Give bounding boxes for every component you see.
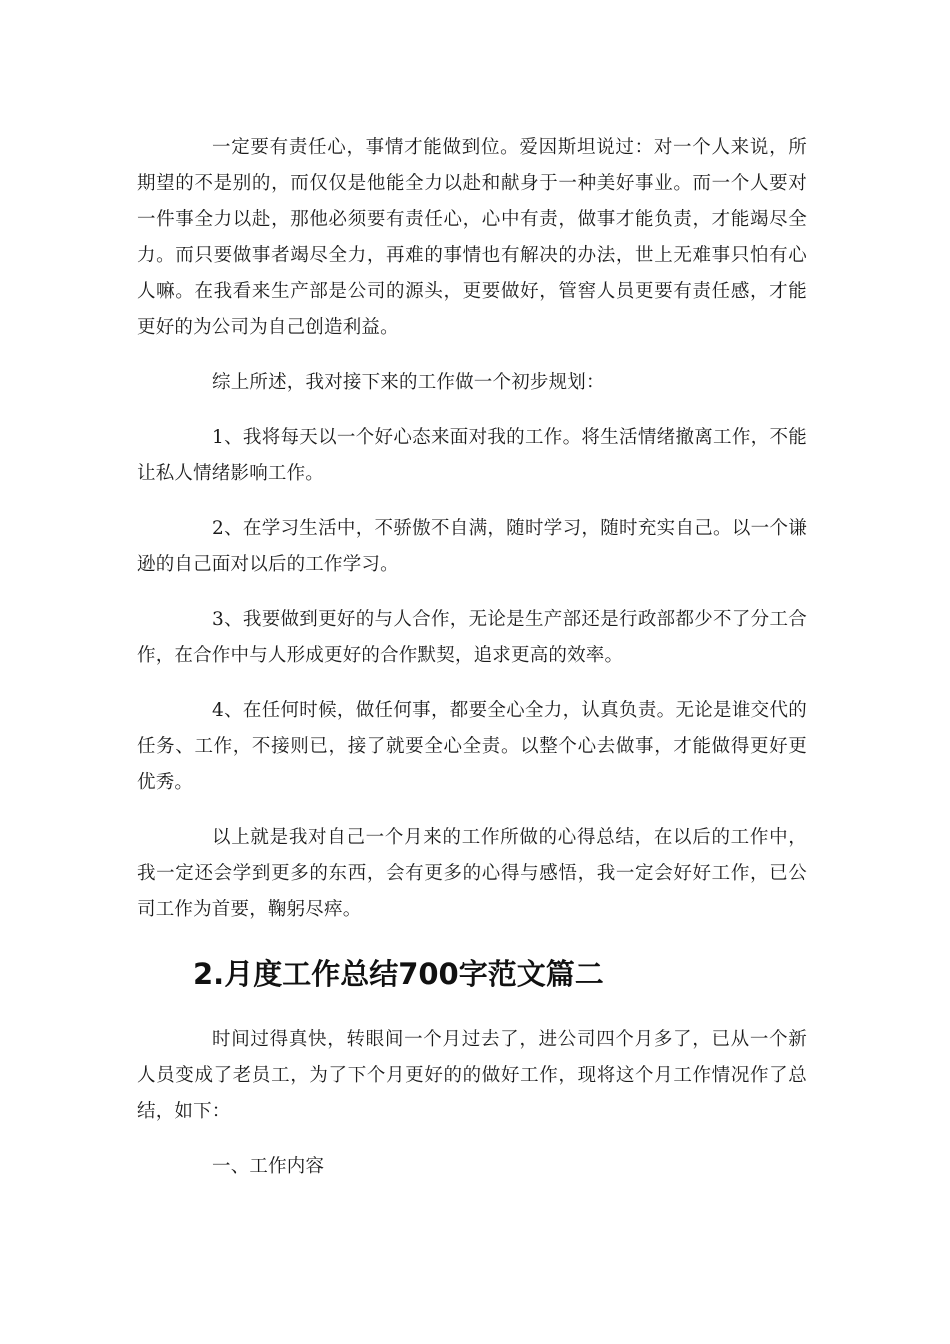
paragraph-plan-item-2: 2、在学习生活中，不骄傲不自满，随时学习，随时充实自己。以一个谦逊的自己面对以后的工作学习。 [137, 518, 807, 575]
paragraph-plan-item-4: 4、在任何时候，做任何事，都要全心全力，认真负责。无论是谁交代的任务、工作，不接则已，接了就要全心全责。以整个心去做事，才能做得更好更优秀。 [137, 700, 807, 793]
paragraph-responsibility: 一定要有责任心，事情才能做到位。爱因斯坦说过：对一个人来说，所期望的不是别的，而仅仅是他能全力以赴和献身于一种美好事业。而一个人要对一件事全力以赴，那他必须要有责任心，心中有责，做事才能负责，才能竭尽全力。而只要做事者竭尽全力，再难的事情也有解决的办法，世上无难事只怕有心人嘛。在我看来生产部是公司的源头，更要做好，管窖人员更要有责任感，才能更好的为公司为自己创造利益。 [137, 137, 807, 338]
paragraph-work-content-title: 一、工作内容 [212, 1156, 325, 1177]
paragraph-plan-intro: 综上所述，我对接下来的工作做一个初步规划： [212, 372, 605, 393]
paragraph-intro-section2: 时间过得真快，转眼间一个月过去了，进公司四个月多了，已从一个新人员变成了老员工，为了下个月更好的的做好工作，现将这个月工作情况作了总结，如下： [137, 1029, 807, 1122]
paragraph-plan-item-1: 1、我将每天以一个好心态来面对我的工作。将生活情绪撤离工作，不能让私人情绪影响工作。 [137, 427, 807, 484]
section-heading: 2.月度工作总结700字范文篇二 [193, 957, 604, 991]
paragraph-conclusion: 以上就是我对自己一个月来的工作所做的心得总结，在以后的工作中，我一定还会学到更多的东西，会有更多的心得与感悟，我一定会好好工作，已公司工作为首要，鞠躬尽瘁。 [137, 827, 807, 920]
document-page [137, 130, 807, 1204]
paragraph-plan-item-3: 3、我要做到更好的与人合作，无论是生产部还是行政部都少不了分工合作，在合作中与人形成更好的合作默契，追求更高的效率。 [137, 609, 807, 666]
